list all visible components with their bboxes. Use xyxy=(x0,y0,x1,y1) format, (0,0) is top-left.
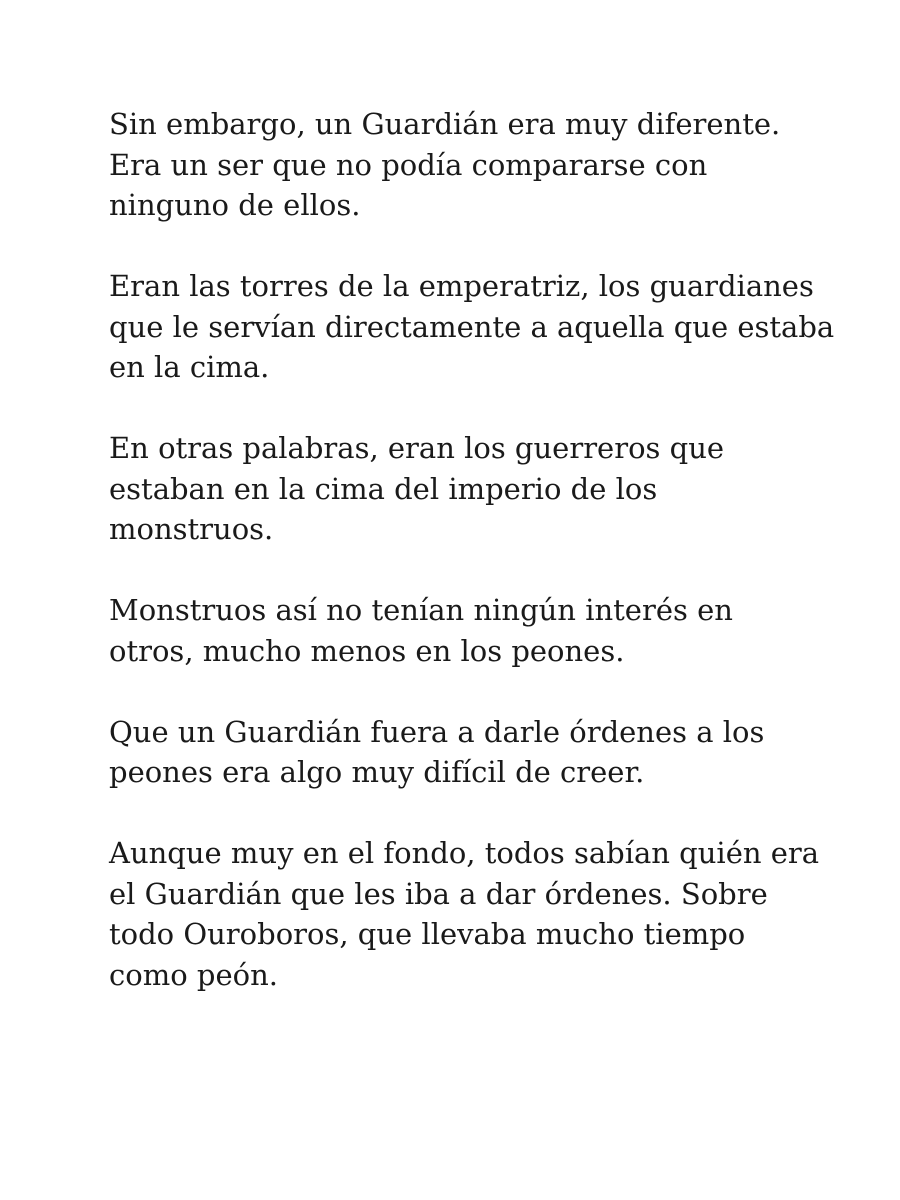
paragraph-6 xyxy=(109,833,820,995)
story-text xyxy=(109,104,835,1036)
text-line: Aunque muy en el fondo, todos sabían quién era xyxy=(109,836,820,870)
text-line: el Guardián que les iba a dar órdenes. Sobre xyxy=(109,876,768,911)
text-line: como peón. xyxy=(109,957,278,992)
text-line: estaban en la cima del imperio de los xyxy=(109,471,658,506)
text-line: en la cima. xyxy=(109,350,270,384)
paragraph-5 xyxy=(109,712,809,793)
text-line: todo Ouroboros, que llevaba mucho tiempo xyxy=(109,917,746,951)
text-line: Monstruos así no tenían ningún interés en xyxy=(109,593,733,627)
text-line: ninguno de ellos. xyxy=(109,188,361,222)
text-line: Eran las torres de la emperatriz, los guardianes xyxy=(109,269,814,303)
text-line: monstruos. xyxy=(109,512,274,546)
paragraph-4 xyxy=(109,590,809,671)
text-line: Que un Guardián fuera a darle órdenes a los xyxy=(109,714,765,749)
text-line: En otras palabras, eran los guerreros que xyxy=(109,431,725,465)
text-line: Sin embargo, un Guardián era muy diferente. xyxy=(109,107,781,141)
text-line: peones era algo muy difícil de creer. xyxy=(109,755,645,789)
paragraph-1 xyxy=(109,104,809,226)
paragraph-3 xyxy=(109,428,809,550)
text-line: Era un ser que no podía compararse con xyxy=(109,147,708,182)
text-line: que le servían directamente a aquella que estaba xyxy=(109,309,835,344)
paragraph-2 xyxy=(109,266,835,388)
text-line: otros, mucho menos en los peones. xyxy=(109,633,625,668)
